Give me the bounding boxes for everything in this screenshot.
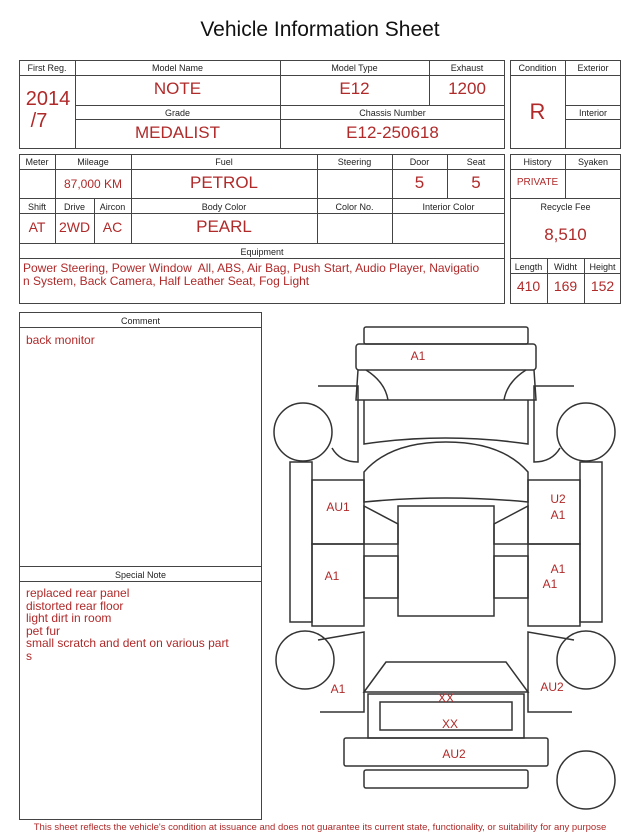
exhaust-label: Exhaust xyxy=(450,63,484,73)
first-reg-year: 2014 xyxy=(25,88,71,110)
mark-right-rear-door-2: A1 xyxy=(542,577,558,591)
body-color-label: Body Color xyxy=(201,202,247,212)
interior-color-label: Interior Color xyxy=(422,202,475,212)
mark-rear-bumper: AU2 xyxy=(442,747,466,761)
aircon-value: AC xyxy=(102,219,123,235)
grade-label: Grade xyxy=(164,108,190,118)
page-title: Vehicle Information Sheet xyxy=(200,18,440,41)
first-reg-month: /7 xyxy=(30,110,48,132)
width-value: 169 xyxy=(553,278,578,294)
model-name-label: Model Name xyxy=(151,63,204,73)
model-type-label: Model Type xyxy=(331,63,378,73)
seat-label: Seat xyxy=(466,157,486,167)
height-label: Height xyxy=(589,262,616,272)
chassis-label: Chassis Number xyxy=(359,108,426,118)
mark-left-rear-quarter: A1 xyxy=(330,682,346,696)
comment-label: Comment xyxy=(120,316,160,326)
recycle-fee-label: Recycle Fee xyxy=(540,202,591,212)
exterior-label: Exterior xyxy=(577,63,609,73)
mark-back-door: XX xyxy=(441,717,458,731)
mark-rear-glass: XX xyxy=(437,691,454,705)
model-name-value: NOTE xyxy=(153,79,202,98)
height-value: 152 xyxy=(590,278,615,294)
history-value: PRIVATE xyxy=(516,177,559,188)
length-label: Length xyxy=(514,262,543,272)
shift-value: AT xyxy=(28,219,46,235)
interior-label: Interior xyxy=(578,108,607,118)
mark-roof: A1 xyxy=(410,349,426,363)
model-type-value: E12 xyxy=(339,79,370,98)
history-label: History xyxy=(523,157,552,167)
exhaust-value: 1200 xyxy=(448,79,486,98)
mark-right-rear-door-1: A1 xyxy=(550,562,566,576)
aircon-label: Aircon xyxy=(99,202,126,212)
fuel-value: PETROL xyxy=(189,173,259,192)
grade-value: MEDALIST xyxy=(134,123,221,142)
drive-label: Drive xyxy=(63,202,85,212)
mark-left-front-door: AU1 xyxy=(326,500,350,514)
mark-right-front-door-2: A1 xyxy=(550,508,566,522)
special-note-label: Special Note xyxy=(114,570,167,580)
width-label: Widht xyxy=(553,262,577,272)
mileage-value: 87,000 KM xyxy=(63,177,123,191)
first-reg-label: First Reg. xyxy=(27,63,67,73)
seat-value: 5 xyxy=(471,173,481,192)
equipment-value: Power Steering, Power Window All, ABS, Air Bag, Push Start, Audio Player, Navigatio n System, Back Camera, Half Leather Seat, Fog Light xyxy=(23,261,480,288)
shift-label: Shift xyxy=(27,202,46,212)
color-no-label: Color No. xyxy=(335,202,374,212)
body-color-value: PEARL xyxy=(196,217,252,236)
mark-left-rear-door: A1 xyxy=(324,569,340,583)
disclaimer: This sheet reflects the vehicle's condition at issuance and does not guarantee its current state, functionality, or suitability for any purpose xyxy=(33,822,607,833)
meter-label: Meter xyxy=(25,157,49,167)
mark-right-rear-quarter: AU2 xyxy=(540,680,564,694)
condition-label: Condition xyxy=(518,63,557,73)
comment-value: back monitor xyxy=(26,333,95,347)
door-label: Door xyxy=(409,157,430,167)
fuel-label: Fuel xyxy=(215,157,233,167)
mileage-label: Mileage xyxy=(77,157,109,167)
condition-value: R xyxy=(529,99,546,124)
length-value: 410 xyxy=(516,278,541,294)
special-note-value: replaced rear panel distorted rear floor light dirt in room pet fur small scratch and dent on various part s xyxy=(26,586,229,663)
mark-right-front-door-1: U2 xyxy=(550,492,566,506)
equipment-label: Equipment xyxy=(240,247,284,257)
steering-label: Steering xyxy=(337,157,372,167)
door-value: 5 xyxy=(414,173,425,192)
recycle-fee-value: 8,510 xyxy=(544,225,587,244)
syaken-label: Syaken xyxy=(577,157,609,167)
drive-value: 2WD xyxy=(58,219,91,235)
chassis-value: E12-250618 xyxy=(346,123,439,142)
